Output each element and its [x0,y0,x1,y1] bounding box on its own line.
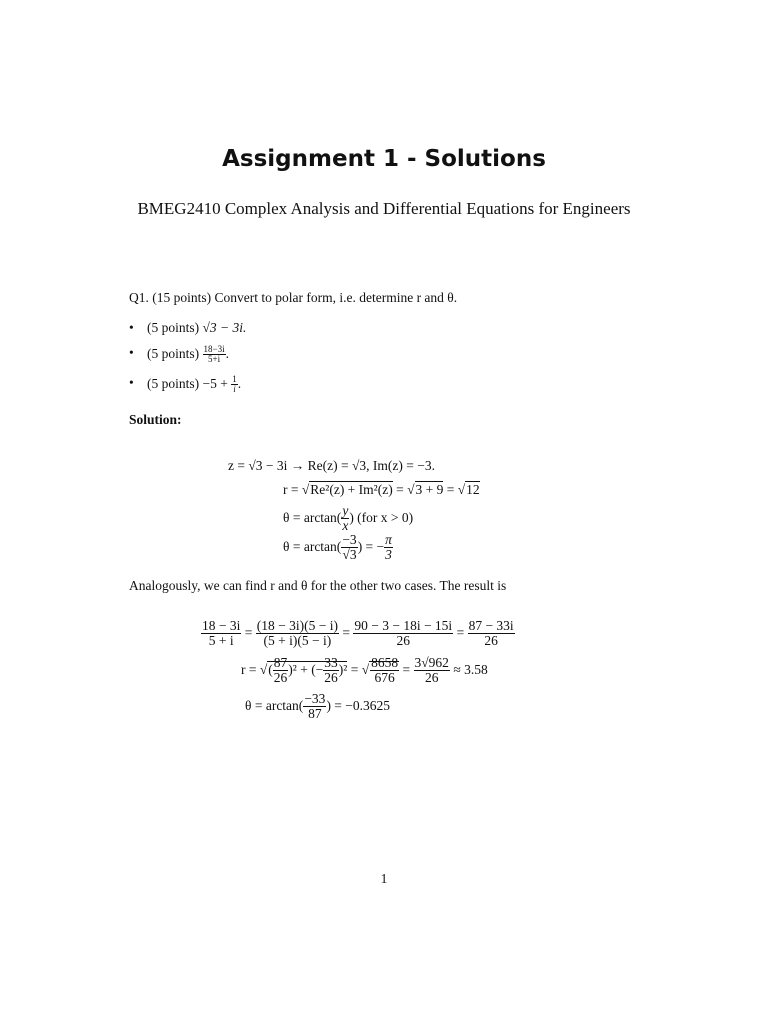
question-item-2: • (5 points) $\frac{18-3i}{5+i}$ . [133,345,229,365]
fraction: $\frac{y}{x}$ [342,503,349,534]
solution-line-3: θ = arctan( $\frac{y}{x}$ ) (for x > 0) [283,503,414,534]
item-fraction: $\frac{1}{i}$ [232,374,237,395]
fraction: $\frac{87}{26}$ [273,655,288,686]
case2-line-3: θ = arctan( $\frac{-33}{87}$ ) = −0.3625 [245,691,391,722]
solution-line-1: z = √3 − 3i → Re(z) = √3, Im(z) = −3. [228,458,435,473]
question-label: Q1. [129,290,149,305]
fraction: $\frac{(18 - 3i)(5 - i)}{(5 + i)(5 - i)}$ [256,618,338,649]
fraction: $\frac{8658}{676}$ [371,655,399,686]
fraction: $\frac{18 - 3i}{5 + i}$ [202,618,241,649]
case2-line-2: r = √( $\frac{87}{26}$ )² + (− $\frac{33}{26}$ )² = √ $\frac{8658}{676}$ = $\frac{3√962}{26}$ ≈ 3.58 [241,655,488,686]
question-text [129,290,457,306]
question-item-3: • (5 points) −5 + $\frac{1}{i}$ . [133,375,241,395]
question-prompt: Convert to polar form, i.e. determine r and θ. [214,290,458,305]
fraction: $\frac{33}{26}$ [324,655,338,686]
solution-line-2: r = √Re²(z) + Im²(z) = √3 + 9 = √12 [283,482,480,497]
item-fraction: $\frac{18-3i}{5+i}$ [203,344,225,365]
page-number: 1 [380,871,388,886]
fraction: $\frac{87 - 33i}{26}$ [468,618,514,649]
item-expr: √3 − 3i. [202,320,247,335]
page-subtitle: BMEG2410 Complex Analysis and Differential Equations for Engineers [137,199,631,218]
item-points: (5 points) [147,320,200,335]
fraction: $\frac{90 - 3 - 18i - 15i}{26}$ [354,618,453,649]
solution-label: Solution: [129,412,182,427]
page-title: Assignment 1 - Solutions [222,146,546,172]
item-points: (5 points) [147,346,200,362]
solution-line-4: θ = arctan( $\frac{-3}{√3}$ ) = − $\frac{\pi}{3}$ [283,532,392,563]
fraction: $\frac{3√962}{26}$ [414,655,449,686]
fraction: $\frac{-3}{√3}$ [342,532,357,563]
analogous-text: Analogously, we can find r and θ for the other two cases. The result is [129,578,507,593]
question-points: (15 points) [152,290,212,305]
fraction: $\frac{-33}{87}$ [304,691,326,722]
item-points: (5 points) [147,376,200,392]
question-item-1 [133,320,246,336]
case2-line-1: $\frac{18 - 3i}{5 + i}$ = $\frac{(18 - 3i)(5 - i)}{(5 + i)(5 - i)}$ = $\frac{90 - 3 - 18i - 15i}{26}$ = $\frac{87 - 33i}{26}$ [202,618,514,649]
fraction: $\frac{\pi}{3}$ [385,532,392,563]
